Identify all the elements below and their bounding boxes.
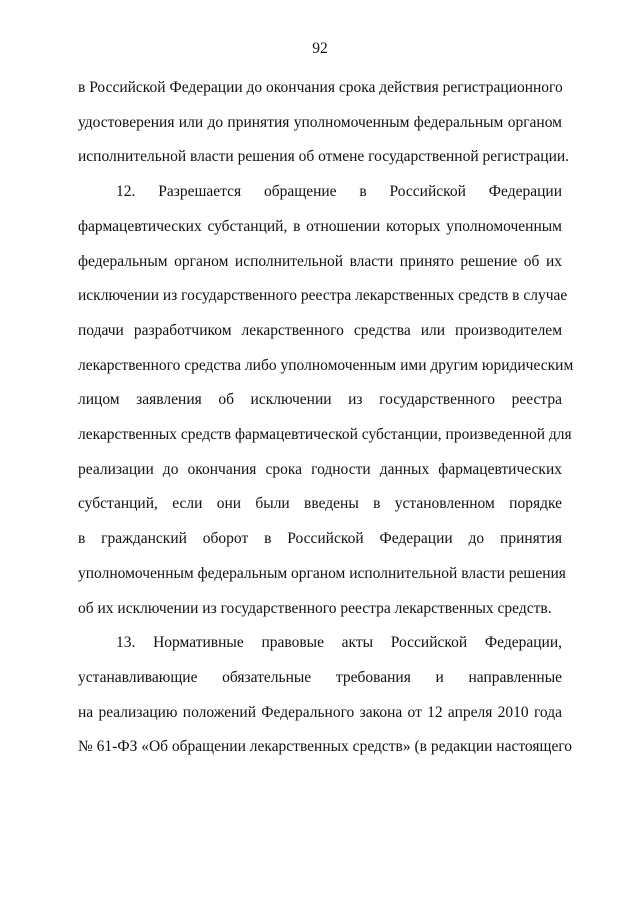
text-line: лицом заявления об исключении из государственного реестра: [78, 391, 562, 409]
text-line: № 61-ФЗ «Об обращении лекарственных средств» (в редакции настоящего: [78, 738, 573, 756]
text-line: на реализацию положений Федерального закона от 12 апреля 2010 года: [78, 703, 562, 721]
text-line: федеральным органом исполнительной власти принято решение об их: [78, 252, 562, 270]
text-line: фармацевтических субстанций, в отношении которых уполномоченным: [78, 217, 562, 235]
text-line: 13. Нормативные правовые акты Российской Федерации,: [116, 634, 562, 652]
text-line: уполномоченным федеральным органом исполнительной власти решения: [78, 564, 566, 582]
text-line: в Российской Федерации до окончания срока действия регистрационного: [78, 79, 563, 96]
text-line: лекарственного средства либо уполномоченным ими другим юридическим: [78, 356, 574, 374]
text-line: в гражданский оборот в Российской Федерации до принятия: [78, 530, 562, 548]
text-line: исполнительной власти решения об отмене государственной регистрации.: [78, 148, 570, 166]
text-line: 12. Разрешается обращение в Российской Федерации: [116, 183, 562, 201]
text-line: лекарственных средств фармацевтической субстанции, произведенной для: [78, 426, 572, 443]
text-line: устанавливающие обязательные требования и направленные: [78, 668, 562, 686]
text-line: об их исключении из государственного реестра лекарственных средств.: [78, 599, 552, 617]
text-line: реализации до окончания срока годности данных фармацевтических: [78, 460, 562, 478]
text-line: подачи разработчиком лекарственного средства или производителем: [78, 321, 562, 339]
text-line: удостоверения или до принятия уполномоченным федеральным органом: [78, 113, 562, 131]
text-line: исключении из государственного реестра лекарственных средств в случае: [78, 287, 568, 305]
page-number: 92: [312, 40, 328, 57]
text-line: субстанций, если они были введены в установленном порядке: [78, 495, 562, 513]
